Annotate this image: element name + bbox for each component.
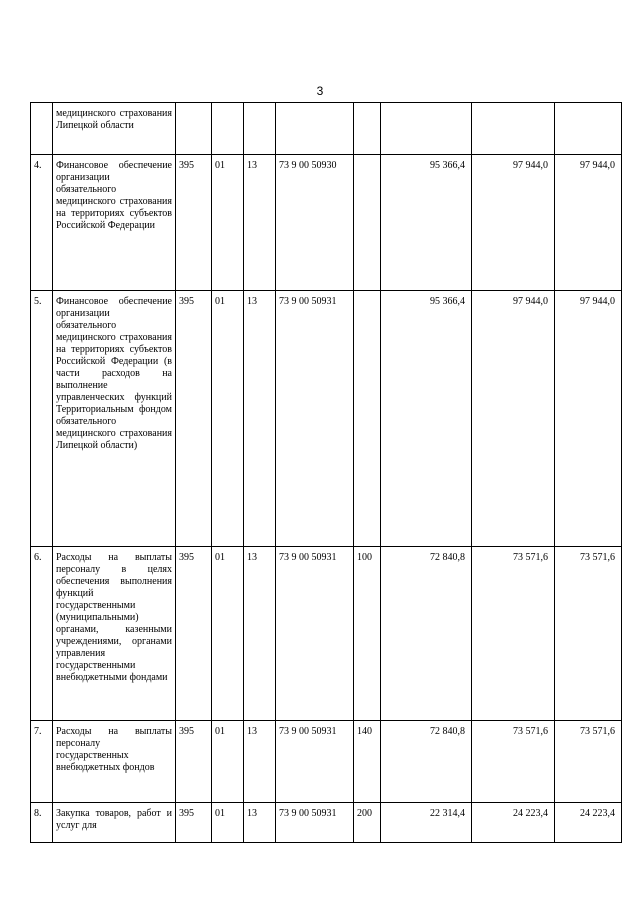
admin-code: 395 (176, 547, 212, 721)
amount-year-3: 73 571,6 (555, 721, 622, 803)
subsection-code: 13 (244, 721, 276, 803)
amount-year-1: 22 314,4 (381, 803, 472, 843)
row-index: 4. (31, 155, 53, 291)
amount-year-3 (555, 103, 622, 155)
expense-type: 200 (354, 803, 381, 843)
amount-year-3: 97 944,0 (555, 291, 622, 547)
admin-code: 395 (176, 291, 212, 547)
row-index (31, 103, 53, 155)
amount-year-2: 73 571,6 (472, 721, 555, 803)
amount-year-1: 72 840,8 (381, 547, 472, 721)
subsection-code: 13 (244, 803, 276, 843)
row-name: Расходы на выплаты персоналу в целях обеспечения выполнения функций государственными (муниципальными) органами, казенными учреждениями, органами управления государственными внебюджетными фондами (53, 547, 176, 721)
admin-code (176, 103, 212, 155)
target-article: 73 9 00 50930 (276, 155, 354, 291)
row-index: 6. (31, 547, 53, 721)
amount-year-1 (381, 103, 472, 155)
amount-year-1: 72 840,8 (381, 721, 472, 803)
page-number: 3 (316, 84, 324, 98)
table-row (31, 291, 622, 547)
amount-year-2: 24 223,4 (472, 803, 555, 843)
table-row (31, 155, 622, 291)
admin-code: 395 (176, 721, 212, 803)
amount-year-3: 73 571,6 (555, 547, 622, 721)
subsection-code: 13 (244, 547, 276, 721)
row-index: 5. (31, 291, 53, 547)
row-index: 7. (31, 721, 53, 803)
section-code: 01 (212, 155, 244, 291)
section-code: 01 (212, 803, 244, 843)
target-article (276, 103, 354, 155)
row-name: Расходы на выплаты персоналу государственных внебюджетных фондов (53, 721, 176, 803)
expense-type (354, 291, 381, 547)
expense-type (354, 103, 381, 155)
row-name: медицинского страхования Липецкой области (53, 103, 176, 155)
section-code (212, 103, 244, 155)
target-article: 73 9 00 50931 (276, 547, 354, 721)
row-index: 8. (31, 803, 53, 843)
section-code: 01 (212, 721, 244, 803)
amount-year-2 (472, 103, 555, 155)
subsection-code: 13 (244, 155, 276, 291)
section-code: 01 (212, 291, 244, 547)
amount-year-2: 73 571,6 (472, 547, 555, 721)
table-row (31, 547, 622, 721)
subsection-code (244, 103, 276, 155)
target-article: 73 9 00 50931 (276, 803, 354, 843)
table-row (31, 721, 622, 803)
amount-year-1: 95 366,4 (381, 155, 472, 291)
row-name: Закупка товаров, работ и услуг для (53, 803, 176, 843)
admin-code: 395 (176, 803, 212, 843)
amount-year-1: 95 366,4 (381, 291, 472, 547)
expense-type: 140 (354, 721, 381, 803)
section-code: 01 (212, 547, 244, 721)
table-row (31, 803, 622, 843)
admin-code: 395 (176, 155, 212, 291)
subsection-code: 13 (244, 291, 276, 547)
expense-type: 100 (354, 547, 381, 721)
target-article: 73 9 00 50931 (276, 721, 354, 803)
target-article: 73 9 00 50931 (276, 291, 354, 547)
expense-type (354, 155, 381, 291)
amount-year-2: 97 944,0 (472, 291, 555, 547)
row-name: Финансовое обеспечение организации обязательного медицинского страхования на территориях субъектов Российской Федерации (53, 155, 176, 291)
amount-year-3: 24 223,4 (555, 803, 622, 843)
budget-table (30, 102, 622, 843)
row-name: Финансовое обеспечение организации обязательного медицинского страхования на территориях субъектов Российской Федерации (в части расходов на выполнение управленческих функций Территориальным фондом обязательного медицинского страхования Липецкой области) (53, 291, 176, 547)
amount-year-2: 97 944,0 (472, 155, 555, 291)
table-row (31, 103, 622, 155)
amount-year-3: 97 944,0 (555, 155, 622, 291)
